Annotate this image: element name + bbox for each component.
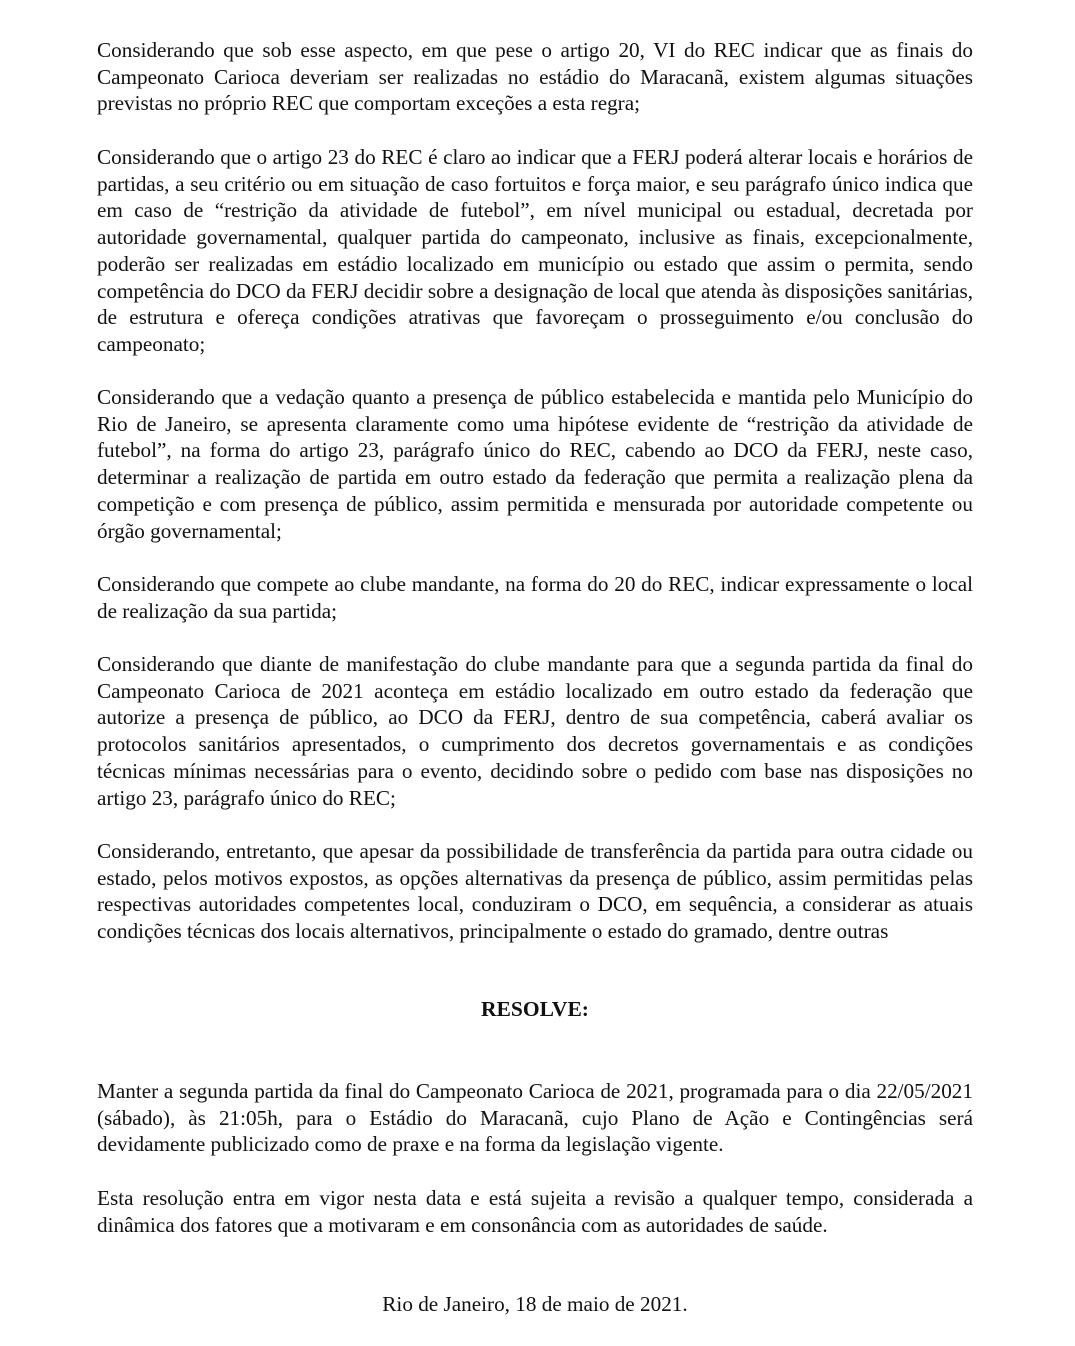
paragraph-considering-4: Considerando que compete ao clube mandante, na forma do 20 do REC, indicar expressamente o local de realização da sua partida;	[97, 572, 973, 623]
paragraph-considering-2: Considerando que o artigo 23 do REC é claro ao indicar que a FERJ poderá alterar locais e horários de partidas, a seu critério ou em situação de caso fortuitos e força maior, e seu parágrafo único indica que em caso de “restrição da atividade de futebol”, em nível municipal ou estadual, decretada por autoridade governamental, qualquer partida do campeonato, inclusive as finais, excepcionalmente, poderão ser realizadas em estádio localizado em município ou estado que assim o permita, sendo competência do DCO da FERJ decidir sobre a designação de local que atenda às disposições sanitárias, de estrutura e ofereça condições atrativas que favoreçam o prosseguimento e/ou conclusão do campeonato;	[97, 145, 973, 356]
paragraph-considering-1: Considerando que sob esse aspecto, em que pese o artigo 20, VI do REC indicar que as finais do Campeonato Carioca deveriam ser realizadas no estádio do Maracanã, existem algumas situações previstas no próprio REC que comportam exceções a esta regra;	[97, 38, 973, 116]
paragraph-resolution-1: Manter a segunda partida da final do Campeonato Carioca de 2021, programada para o dia 22/05/2021 (sábado), às 21:05h, para o Estádio do Maracanã, cujo Plano de Ação e Contingências será devidamente publicizado como de praxe e na forma da legislação vigente.	[97, 1079, 973, 1157]
resolve-heading: RESOLVE:	[481, 997, 589, 1021]
paragraph-considering-5: Considerando que diante de manifestação do clube mandante para que a segunda partida da final do Campeonato Carioca de 2021 aconteça em estádio localizado em outro estado da federação que autorize a presença de público, ao DCO da FERJ, dentro de sua competência, caberá avaliar os protocolos sanitários apresentados, o cumprimento dos decretos governamentais e as condições técnicas mínimas necessárias para o evento, decidindo sobre o pedido com base nas disposições no artigo 23, parágrafo único do REC;	[97, 652, 973, 810]
paragraph-considering-3: Considerando que a vedação quanto a presença de público estabelecida e mantida pelo Município do Rio de Janeiro, se apresenta claramente como uma hipótese evidente de “restrição da atividade de futebol”, na forma do artigo 23, parágrafo único do REC, cabendo ao DCO da FERJ, neste caso, determinar a realização de partida em outro estado da federação que permita a realização plena da competição e com presença de público, assim permitida e mensurada por autoridade competente ou órgão governamental;	[97, 385, 973, 543]
paragraph-considering-6: Considerando, entretanto, que apesar da possibilidade de transferência da partida para outra cidade ou estado, pelos motivos expostos, as opções alternativas da presença de público, assim permitidas pelas respectivas autoridades competentes local, conduziram o DCO, em sequência, a considerar as atuais condições técnicas dos locais alternativos, principalmente o estado do gramado, dentre outras	[97, 839, 973, 944]
paragraph-resolution-2: Esta resolução entra em vigor nesta data e está sujeita a revisão a qualquer tempo, considerada a dinâmica dos fatores que a motivaram e em consonância com as autoridades de saúde.	[97, 1186, 973, 1237]
place-date-signoff: Rio de Janeiro, 18 de maio de 2021.	[382, 1292, 688, 1316]
